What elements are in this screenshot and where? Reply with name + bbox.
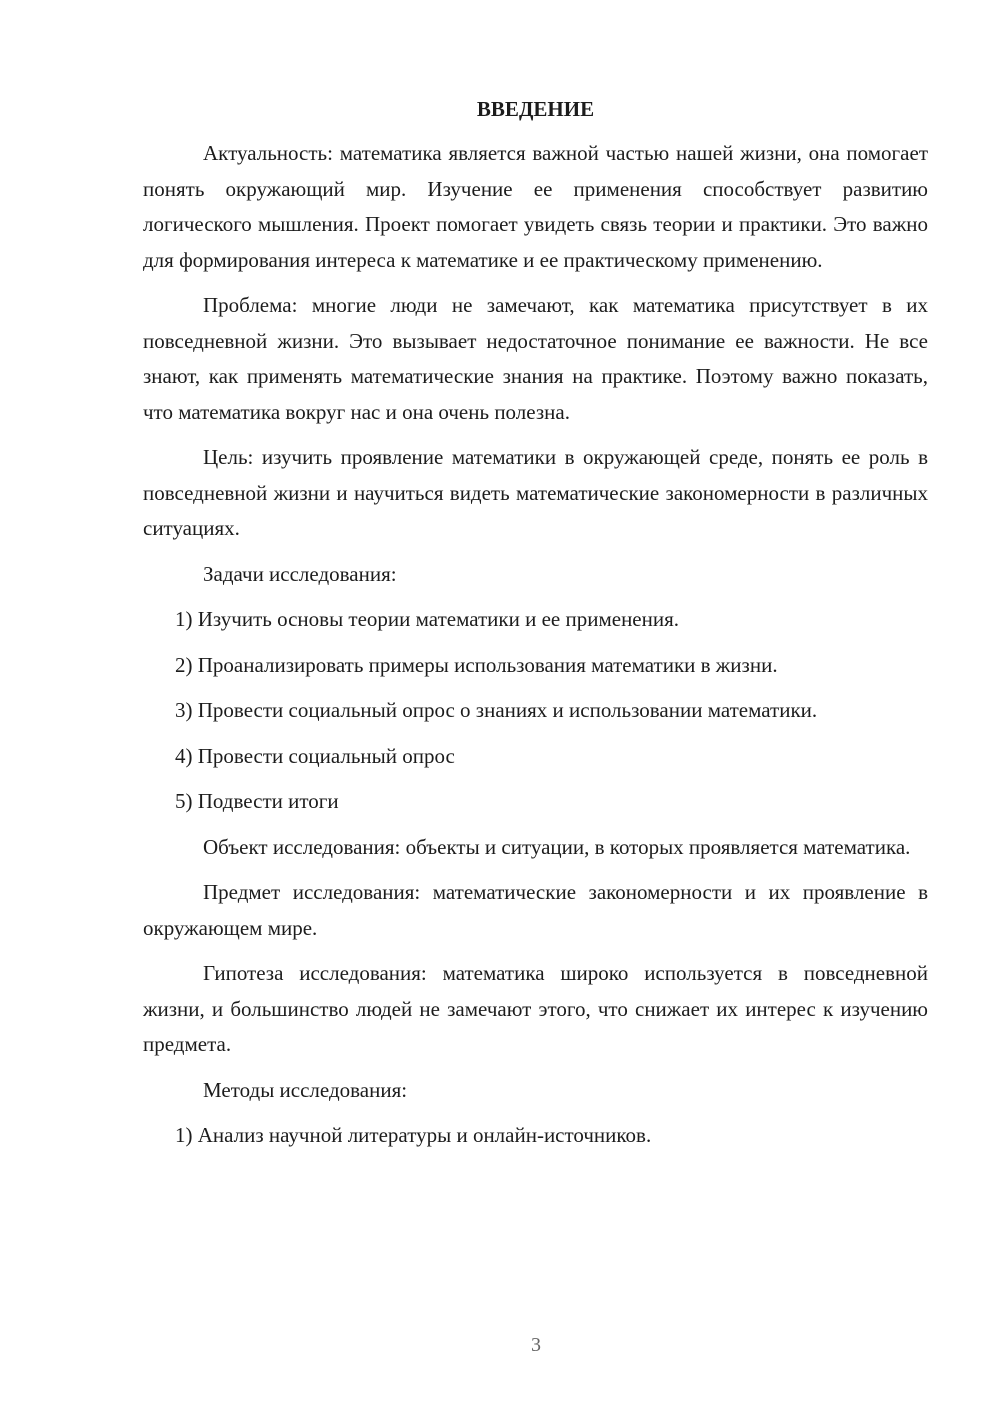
- section-title: ВВЕДЕНИЕ: [476, 97, 595, 121]
- goal-paragraph: Цель: изучить проявление математики в окружающей среде, понять ее роль в повседневной жизни и научиться видеть математические закономерности в различных ситуациях.: [143, 445, 928, 540]
- task-item: 3) Провести социальный опрос о знаниях и использовании математики.: [175, 698, 818, 722]
- methods-heading: Методы исследования:: [203, 1077, 408, 1102]
- problem-paragraph: Проблема: многие люди не замечают, как математика присутствует в их повседневной жизни. Это вызывает недостаточное понимание ее важности. Не все знают, как применять математические знания на практике. Поэтому важно показать, что математика вокруг нас и она очень полезна.: [143, 293, 928, 424]
- task-item: 2) Проанализировать примеры использования математики в жизни.: [175, 652, 778, 677]
- tasks-heading: Задачи исследования:: [203, 561, 397, 586]
- relevance-paragraph: Актуальность: математика является важной частью нашей жизни, она помогает понять окружающий мир. Изучение ее применения способствует развитию логического мышления. Проект помогает увидеть связь теории и практики. Это важно для формирования интереса к математике и ее практическому применению.: [143, 141, 928, 272]
- task-item: 1) Изучить основы теории математики и ее применения.: [175, 607, 680, 631]
- method-item: 1) Анализ научной литературы и онлайн-источников.: [175, 1123, 652, 1147]
- object-paragraph: Объект исследования: объекты и ситуации, в которых проявляется математика.: [203, 834, 911, 859]
- hypothesis-paragraph: Гипотеза исследования: математика широко используется в повседневной жизни, и большинство людей не замечают этого, что снижает их интерес к изучению предмета.: [143, 961, 928, 1056]
- task-item: 4) Провести социальный опрос: [175, 743, 455, 768]
- task-item: 5) Подвести итоги: [175, 789, 339, 813]
- subject-paragraph: Предмет исследования: математические закономерности и их проявление в окружающем мире.: [143, 880, 928, 940]
- document-page: [143, 94, 928, 1164]
- page-number: 3: [531, 1334, 541, 1356]
